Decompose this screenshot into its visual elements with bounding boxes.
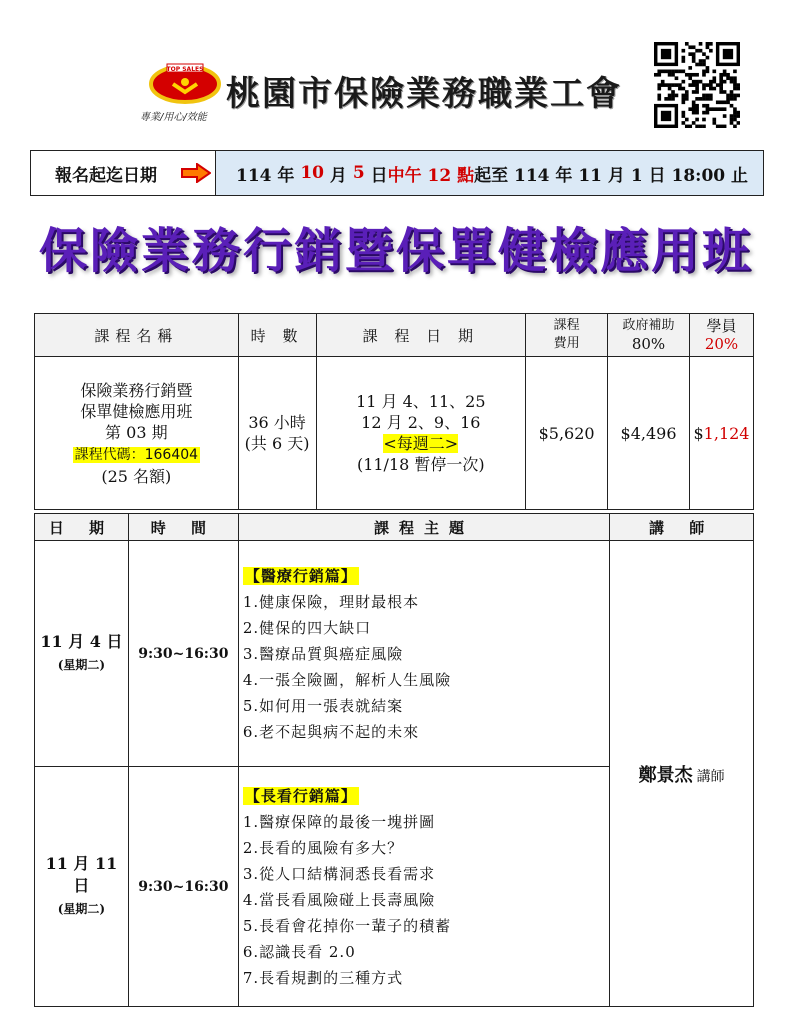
reg-part-6: 中午 12 點	[387, 165, 475, 186]
registration-period-box	[30, 150, 764, 196]
header-student-line2: 20%	[704, 335, 739, 353]
course-quota: (25 名額)	[101, 466, 172, 486]
session-time: 9:30~16:30	[128, 541, 238, 767]
arrow-right-icon	[181, 163, 211, 183]
student-fee-cell	[689, 357, 753, 510]
topic-item: 5.如何用一張表就結案	[242, 696, 404, 715]
course-title: 保險業務行銷暨保單健檢應用班	[38, 223, 753, 279]
teacher-name: 鄭景杰	[638, 764, 693, 786]
header-gov-subsidy	[608, 314, 690, 357]
header-topic: 課程主題	[238, 514, 609, 541]
session-date-cell	[35, 541, 129, 767]
session-date: 11 月 4 日	[40, 632, 123, 651]
topic-item: 6.認識長看 2.0	[242, 942, 356, 961]
dates-weekly: <每週二>	[383, 434, 459, 453]
header-student-line1: 學員	[706, 317, 737, 335]
dates-cell	[316, 357, 526, 510]
course-code: 課程代碼：166404	[74, 446, 199, 463]
fee-cell: $5,620	[526, 357, 608, 510]
header-dates: 課 程 日 期	[316, 314, 526, 357]
session-topic-cell	[238, 767, 609, 1007]
org-slogan: 專業/用心/效能	[140, 112, 207, 123]
session-topic-cell	[238, 541, 609, 767]
header-hours: 時 數	[238, 314, 316, 357]
schedule-header-row	[35, 514, 754, 541]
topic-item: 1.健康保險，理財最根本	[242, 592, 420, 611]
topic-item: 3.從人口結構洞悉長看需求	[242, 864, 436, 883]
topic-item: 5.長看會花掉你一輩子的積蓄	[242, 916, 452, 935]
gov-subsidy-cell: $4,496	[608, 357, 690, 510]
header-fee-line2: 費用	[553, 336, 580, 351]
dates-note: (11/18 暫停一次)	[356, 455, 485, 474]
header-gov-line2: 80%	[631, 335, 666, 353]
header-teacher: 講 師	[610, 514, 754, 541]
session-row	[35, 541, 754, 767]
teacher-cell	[610, 541, 754, 1007]
course-table-row	[35, 357, 754, 510]
dates-line1: 11 月 4、11、25	[356, 392, 486, 411]
reg-part-4: 5	[352, 163, 365, 183]
course-name-cell	[35, 357, 239, 510]
session-weekday: (星期二)	[57, 658, 106, 672]
header-date: 日 期	[35, 514, 129, 541]
reg-part-7: 起至 114 年 11 月 1 日 18:00 止	[474, 165, 749, 186]
logo-text: TOP SALES	[166, 66, 204, 73]
hours-cell	[238, 357, 316, 510]
teacher-title: 講師	[696, 768, 725, 785]
session-section-title: 【長看行銷篇】	[244, 786, 357, 805]
student-fee-value: 1,124	[703, 423, 750, 443]
topic-item: 2.健保的四大缺口	[242, 618, 372, 637]
course-term: 第 03 期	[105, 422, 168, 442]
header-gov-line1: 政府補助	[622, 318, 675, 333]
session-date-cell	[35, 767, 129, 1007]
topic-item: 6.老不起與病不起的未來	[242, 722, 420, 741]
qr-code-icon	[654, 42, 740, 128]
reg-part-2: 10	[300, 163, 324, 183]
reg-part-1: 114 年	[236, 165, 301, 186]
student-fee-prefix: $	[693, 423, 704, 443]
course-table-header-row	[35, 314, 754, 357]
reg-part-5: 日	[364, 165, 388, 186]
topic-item: 4.一張全險圖，解析人生風險	[242, 670, 452, 689]
course-name-line2: 保單健檢應用班	[80, 401, 193, 421]
course-info-table	[34, 313, 754, 510]
topic-item: 7.長看規劃的三種方式	[242, 968, 404, 987]
registration-label-cell	[31, 151, 216, 195]
header-course-name: 課程名稱	[35, 314, 239, 357]
header-fee	[526, 314, 608, 357]
dates-line2: 12 月 2、9、16	[361, 413, 481, 432]
registration-value	[216, 151, 763, 195]
header-student-share	[689, 314, 753, 357]
org-name: 桃園市保險業務職業工會	[226, 74, 622, 114]
schedule-table	[34, 513, 754, 1007]
session-time: 9:30~16:30	[128, 767, 238, 1007]
course-name-line1: 保險業務行銷暨	[80, 380, 193, 400]
reg-part-3: 月	[324, 165, 353, 186]
topic-item: 1.醫療保障的最後一塊拼圖	[242, 812, 436, 831]
topic-item: 2.長看的風險有多大？	[242, 838, 404, 857]
session-date: 11 月 11 日	[45, 854, 118, 895]
header-fee-line1: 課程	[553, 318, 580, 333]
hours-total: 36 小時	[248, 413, 306, 432]
registration-label: 報名起迄日期	[55, 165, 157, 186]
topic-item: 4.當長看風險碰上長壽風險	[242, 890, 436, 909]
header-time: 時 間	[128, 514, 238, 541]
session-weekday: (星期二)	[57, 902, 106, 916]
hours-days: (共 6 天)	[244, 434, 310, 453]
session-section-title: 【醫療行銷篇】	[244, 566, 357, 585]
topic-item: 3.醫療品質與癌症風險	[242, 644, 404, 663]
